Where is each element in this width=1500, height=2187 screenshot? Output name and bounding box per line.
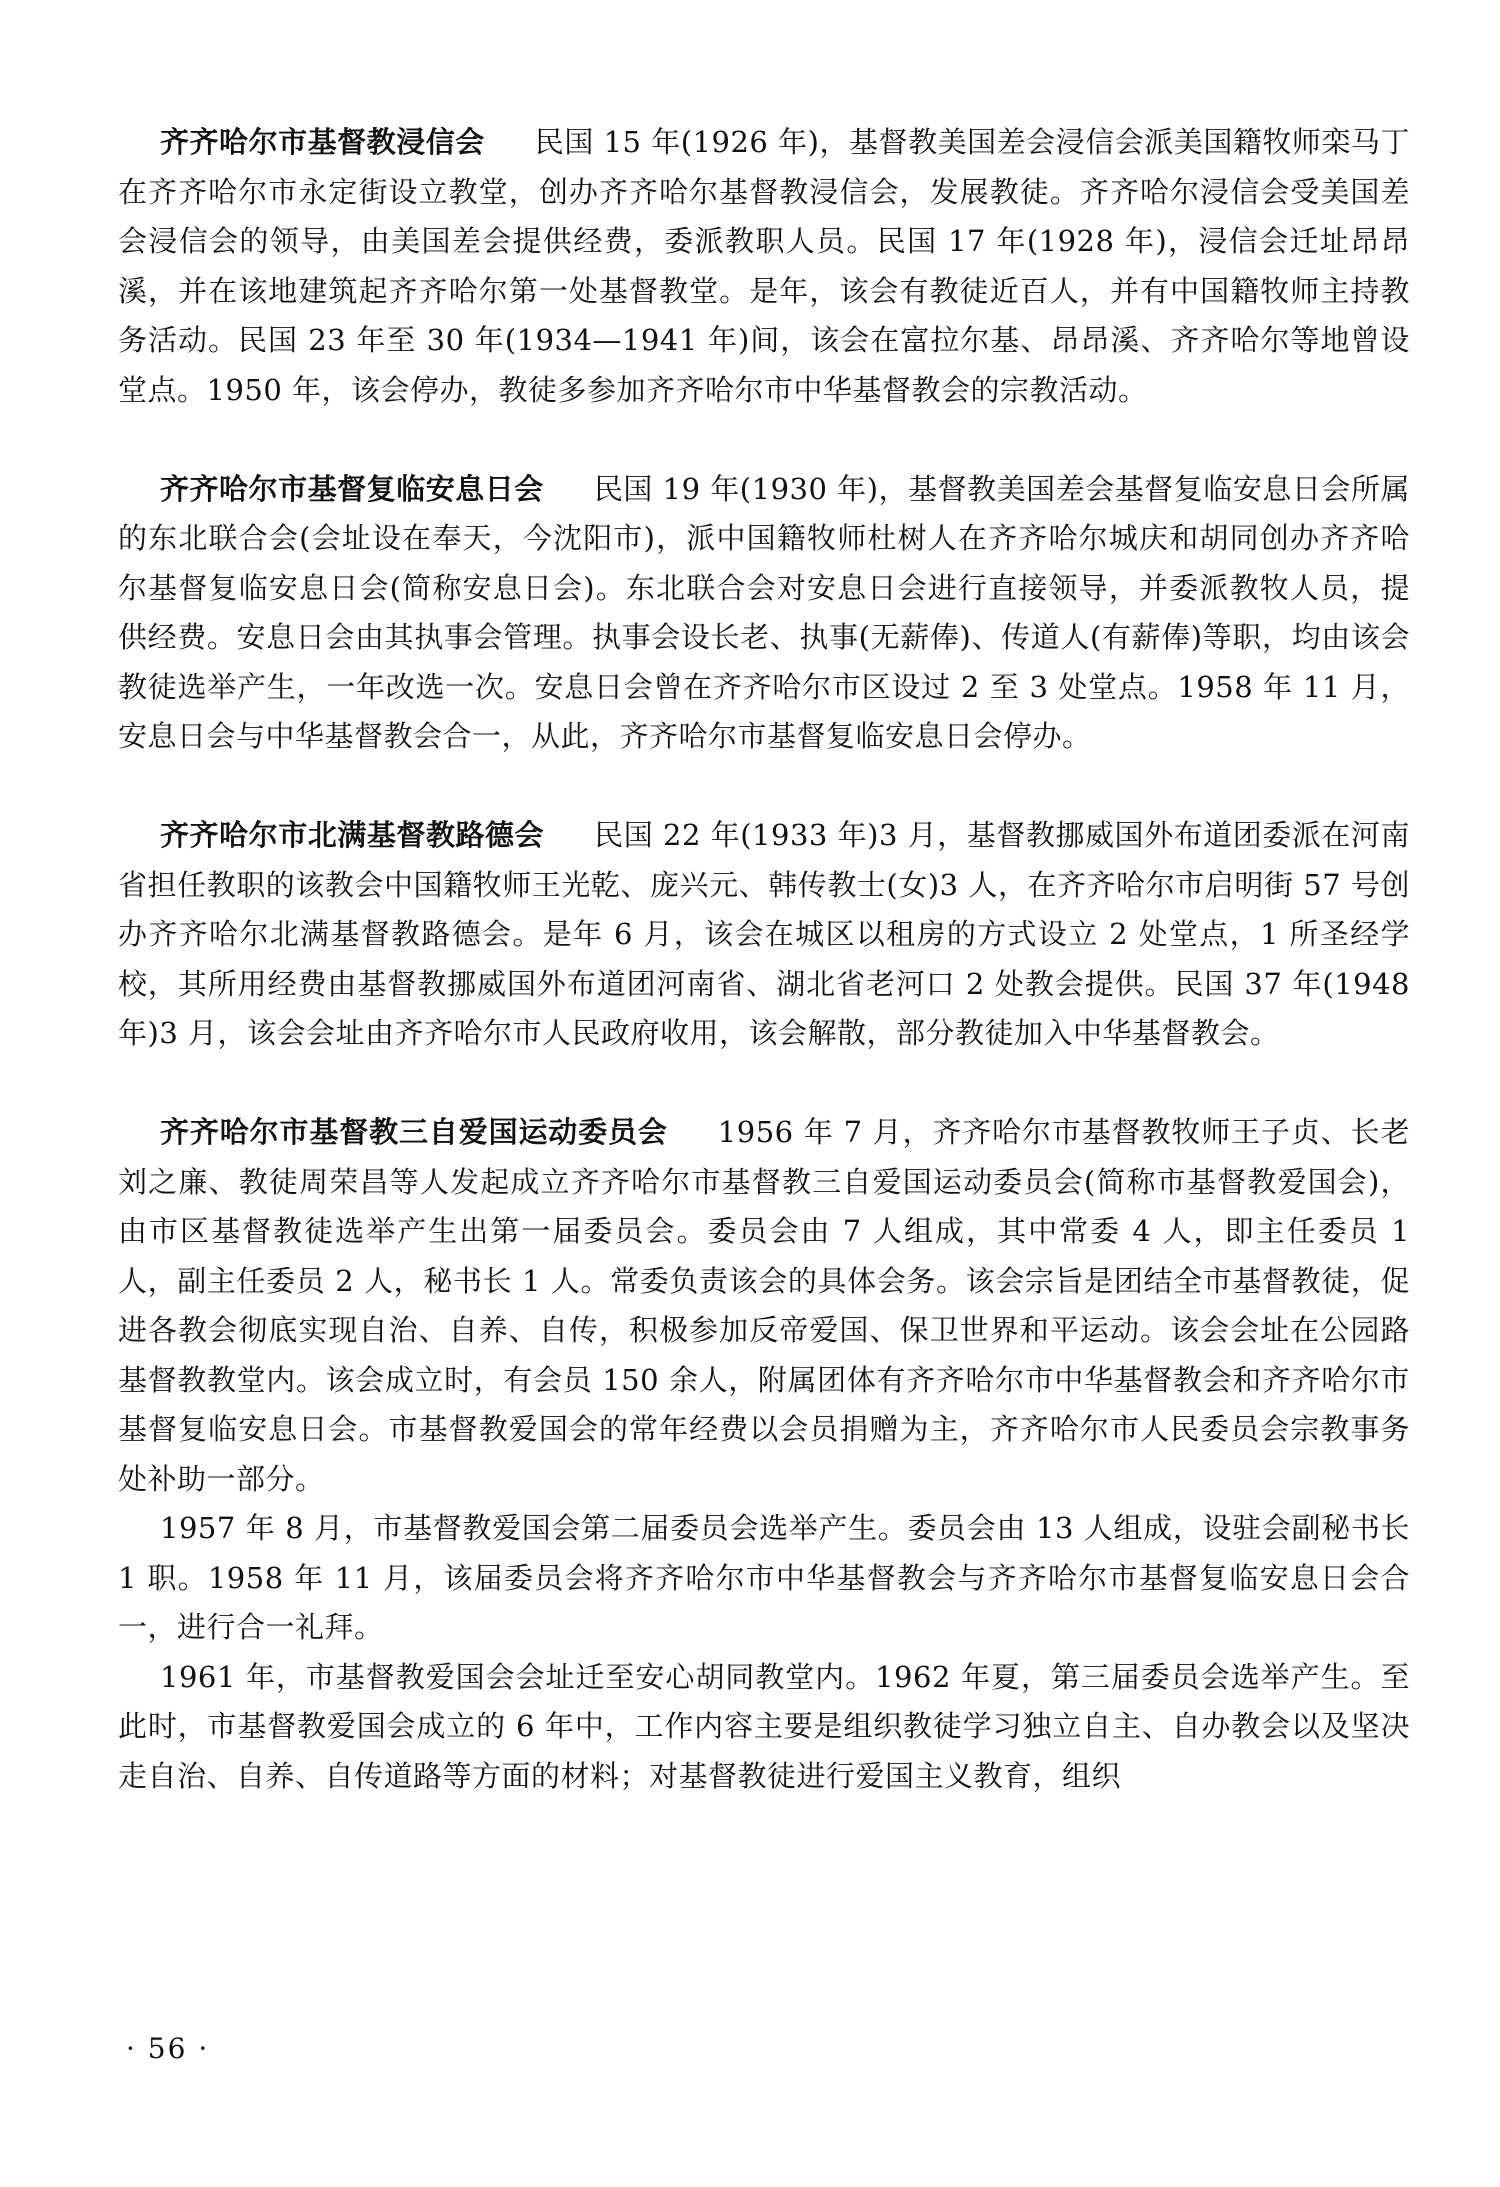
entry-adventist-church — [118, 465, 1410, 762]
page-number: · 56 · — [126, 2032, 210, 2065]
entry-body: 民国 22 年(1933 年)3 月，基督教挪威国外布道团委派在河南省担任教职的该教会中国籍牧师王光乾、庞兴元、韩传教士(女)3 人，在齐齐哈尔市启明街 57 号创办齐齐哈尔北满基督教路德会。是年 6 月，该会在城区以租房的方式设立 2 处堂点，1 所圣经学校，其所用经费由基督教挪威国外布道团河南省、湖北省老河口 2 处教会提供。民国 37 年(1948 年)3 月，该会会址由齐齐哈尔市人民政府收用，该会解散，部分教徒加入中华基督教会。 — [118, 818, 1410, 1050]
entry-body: 1956 年 7 月，齐齐哈尔市基督教牧师王子贞、长老刘之廉、教徒周荣昌等人发起成立齐齐哈尔市基督教三自爱国运动委员会(简称市基督教爱国会)，由市区基督教徒选举产生出第一届委员会。委员会由 7 人组成，其中常委 4 人，即主任委员 1 人，副主任委员 2 人，秘书长 1 人。常委负责该会的具体会务。该会宗旨是团结全市基督教徒，促进各教会彻底实现自治、自养、自传，积极参加反帝爱国、保卫世界和平运动。该会会址在公园路基督教教堂内。该会成立时，有会员 150 余人，附属团体有齐齐哈尔市中华基督教会和齐齐哈尔市基督复临安息日会。市基督教爱国会的常年经费以会员捐赠为主，齐齐哈尔市人民委员会宗教事务处补助一部分。 — [118, 1115, 1410, 1496]
entry-baptist-church — [118, 118, 1410, 415]
entry-spacer — [118, 1059, 1410, 1109]
entry-body: 民国 15 年(1926 年)，基督教美国差会浸信会派美国籍牧师栾马丁在齐齐哈尔市永定街设立教堂，创办齐齐哈尔基督教浸信会，发展教徒。齐齐哈尔浸信会受美国差会浸信会的领导，由美国差会提供经费，委派教职人员。民国 17 年(1928 年)，浸信会迁址昂昂溪，并在该地建筑起齐齐哈尔第一处基督教堂。是年，该会有教徒近百人，并有中国籍牧师主持教务活动。民国 23 年至 30 年(1934—1941 年)间，该会在富拉尔基、昂昂溪、齐齐哈尔等地曾设堂点。1950 年，该会停办，教徒多参加齐齐哈尔市中华基督教会的宗教活动。 — [118, 125, 1410, 407]
entry-heading: 齐齐哈尔市北满基督教路德会 — [160, 818, 545, 852]
entry-heading: 齐齐哈尔市基督教三自爱国运动委员会 — [160, 1115, 668, 1149]
entry-heading: 齐齐哈尔市基督教浸信会 — [160, 125, 485, 159]
paragraph-1957: 1957 年 8 月，市基督教爱国会第二届委员会选举产生。委员会由 13 人组成，设驻会副秘书长 1 职。1958 年 11 月，该届委员会将齐齐哈尔市中华基督教会与齐齐哈尔市基督复临安息日会合一，进行合一礼拜。 — [118, 1511, 1410, 1644]
entry-body: 民国 19 年(1930 年)，基督教美国差会基督复临安息日会所属的东北联合会(会址设在奉天，今沈阳市)，派中国籍牧师杜树人在齐齐哈尔城庆和胡同创办齐齐哈尔基督复临安息日会(简称安息日会)。东北联合会对安息日会进行直接领导，并委派教牧人员，提供经费。安息日会由其执事会管理。执事会设长老、执事(无薪俸)、传道人(有薪俸)等职，均由该会教徒选举产生，一年改选一次。安息日会曾在齐齐哈尔市区设过 2 至 3 处堂点。1958 年 11 月，安息日会与中华基督教会合一，从此，齐齐哈尔市基督复临安息日会停办。 — [118, 471, 1410, 753]
entry-spacer — [118, 415, 1410, 465]
entry-three-self-committee — [118, 1108, 1410, 1504]
paragraph-1961: 1961 年，市基督教爱国会会址迁至安心胡同教堂内。1962 年夏，第三届委员会选举产生。至此时，市基督教爱国会成立的 6 年中，工作内容主要是组织教徒学习独立自主、自办教会以及坚决走自治、自养、自传道路等方面的材料；对基督教徒进行爱国主义教育，组织 — [118, 1659, 1410, 1793]
entry-heading: 齐齐哈尔市基督复临安息日会 — [160, 471, 544, 506]
entry-spacer — [118, 762, 1410, 812]
text-block — [118, 118, 1410, 1801]
entry-lutheran-church — [118, 811, 1410, 1059]
